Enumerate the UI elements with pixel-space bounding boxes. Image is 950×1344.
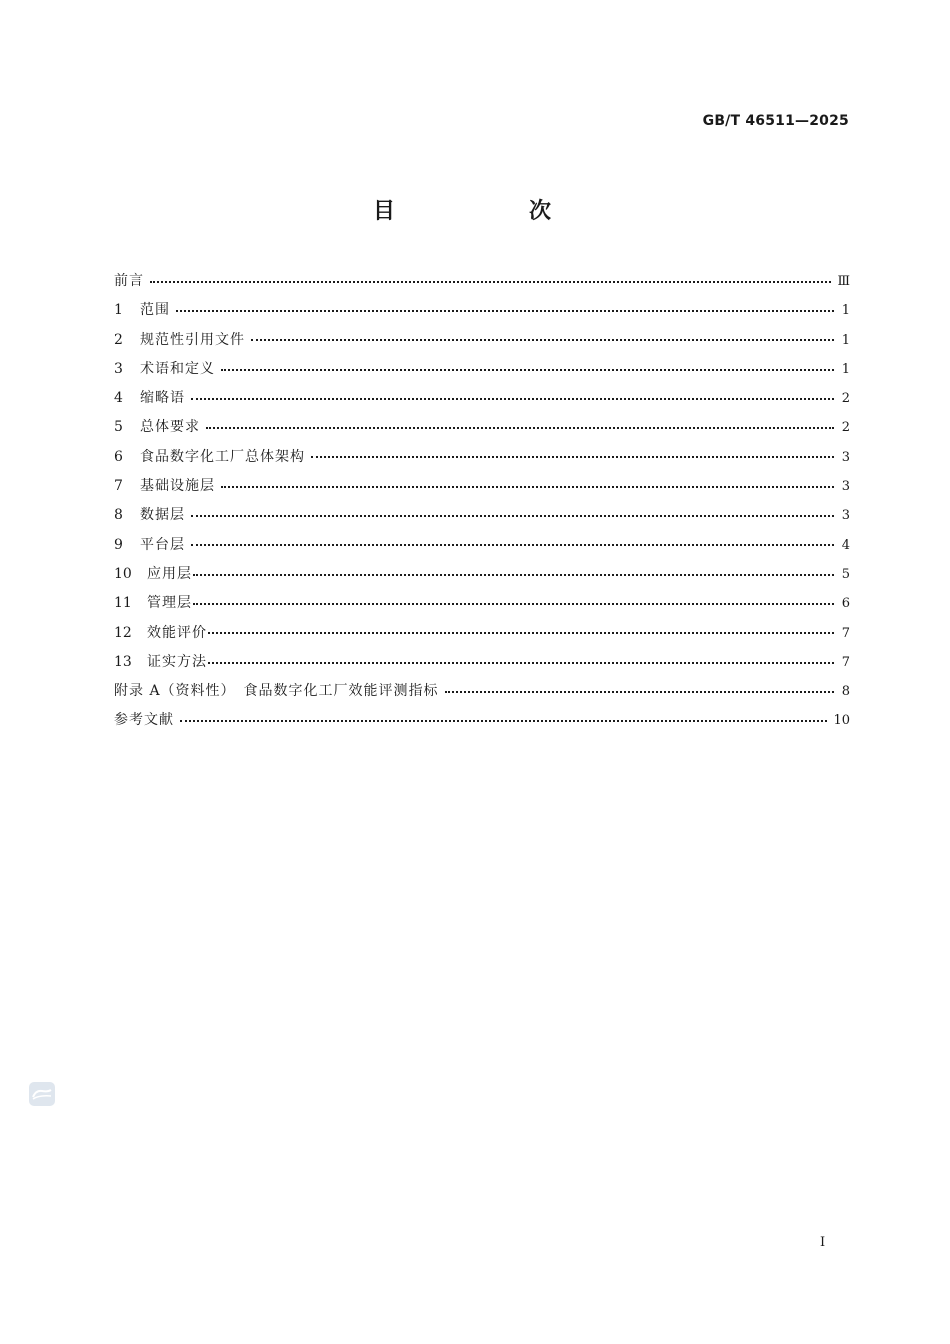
toc-entry-page: 3 xyxy=(841,479,850,495)
toc-entry-number: 1 xyxy=(114,302,123,319)
toc-entry-number: 8 xyxy=(114,507,123,524)
leader-dots xyxy=(251,339,834,341)
leader-dots xyxy=(206,427,834,429)
toc-entry-number: 4 xyxy=(114,390,123,407)
leader-dots xyxy=(221,369,834,371)
table-of-contents xyxy=(114,270,850,739)
toc-entry-page: 2 xyxy=(841,420,850,436)
toc-entry-label: 前言 xyxy=(114,273,144,289)
page-number: I xyxy=(820,1235,826,1250)
toc-entry-page: Ⅲ xyxy=(837,274,850,289)
page-title: 目 次 xyxy=(372,199,607,224)
toc-entry-11[interactable] xyxy=(114,592,850,621)
toc-entry-bibliography[interactable] xyxy=(114,709,850,738)
toc-entry-label: 范围 xyxy=(140,302,170,319)
toc-entry-label: 总体要求 xyxy=(140,419,200,436)
toc-entry-page: 5 xyxy=(841,566,850,582)
toc-entry-page: 3 xyxy=(841,449,850,465)
toc-entry-number: 7 xyxy=(114,478,123,495)
toc-entry-number: 5 xyxy=(114,419,123,436)
toc-entry-12[interactable] xyxy=(114,622,850,651)
toc-entry-label: 管理层 xyxy=(147,595,192,612)
toc-entry-page: 1 xyxy=(841,361,850,377)
leader-dots xyxy=(208,632,834,634)
toc-entry-page: 10 xyxy=(833,713,850,729)
toc-entry-label: 平台层 xyxy=(140,536,185,553)
toc-entry-label: 规范性引用文件 xyxy=(140,331,245,348)
standard-code: GB/T 46511—2025 xyxy=(702,113,849,129)
sac-logo-icon xyxy=(29,1082,55,1106)
leader-dots xyxy=(445,691,834,693)
leader-dots xyxy=(221,486,834,488)
toc-entry-7[interactable] xyxy=(114,475,850,504)
toc-entry-9[interactable] xyxy=(114,534,850,563)
toc-entry-3[interactable] xyxy=(114,358,850,387)
toc-entry-page: 7 xyxy=(841,654,850,670)
toc-entry-label: 应用层 xyxy=(147,565,192,582)
toc-entry-page: 4 xyxy=(841,537,850,553)
toc-entry-5[interactable] xyxy=(114,416,850,445)
toc-entry-label: 食品数字化工厂总体架构 xyxy=(140,448,305,465)
leader-dots xyxy=(208,662,834,664)
toc-entry-page: 3 xyxy=(841,508,850,524)
toc-entry-number: 13 xyxy=(114,653,132,670)
toc-entry-number: 3 xyxy=(114,360,123,377)
leader-dots xyxy=(150,281,831,283)
toc-entry-13[interactable] xyxy=(114,651,850,680)
toc-entry-number: 2 xyxy=(114,331,123,348)
toc-entry-foreword[interactable] xyxy=(114,270,850,299)
toc-entry-page: 1 xyxy=(841,303,850,319)
toc-entry-10[interactable] xyxy=(114,563,850,592)
toc-entry-page: 1 xyxy=(841,332,850,348)
toc-entry-page: 6 xyxy=(841,596,850,612)
leader-dots xyxy=(180,720,827,722)
toc-entry-8[interactable] xyxy=(114,504,850,533)
leader-dots xyxy=(176,310,834,312)
leader-dots xyxy=(191,544,834,546)
toc-entry-2[interactable] xyxy=(114,329,850,358)
toc-entry-number: 11 xyxy=(114,595,132,612)
toc-entry-number: 9 xyxy=(114,536,123,553)
toc-entry-6[interactable] xyxy=(114,446,850,475)
toc-entry-label: 数据层 xyxy=(140,507,185,524)
toc-entry-number: 6 xyxy=(114,448,123,465)
toc-entry-number: 12 xyxy=(114,624,132,641)
toc-entry-label: 术语和定义 xyxy=(140,360,215,377)
toc-entry-label: 效能评价 xyxy=(147,624,207,641)
toc-entry-page: 2 xyxy=(841,391,850,407)
leader-dots xyxy=(193,574,834,576)
toc-entry-number: 10 xyxy=(114,565,132,582)
toc-entry-label: 参考文献 xyxy=(114,712,174,729)
toc-entry-page: 8 xyxy=(841,684,850,700)
toc-entry-label: 缩略语 xyxy=(140,390,185,407)
toc-entry-1[interactable] xyxy=(114,299,850,328)
toc-entry-4[interactable] xyxy=(114,387,850,416)
toc-entry-label: 证实方法 xyxy=(147,653,207,670)
toc-entry-page: 7 xyxy=(841,625,850,641)
toc-entry-label: 基础设施层 xyxy=(140,478,215,495)
toc-entry-annex-a[interactable] xyxy=(114,680,850,709)
toc-entry-label: 附录 A（资料性） 食品数字化工厂效能评测指标 xyxy=(114,683,439,700)
leader-dots xyxy=(191,398,834,400)
leader-dots xyxy=(311,456,834,458)
leader-dots xyxy=(193,603,834,605)
leader-dots xyxy=(191,515,834,517)
